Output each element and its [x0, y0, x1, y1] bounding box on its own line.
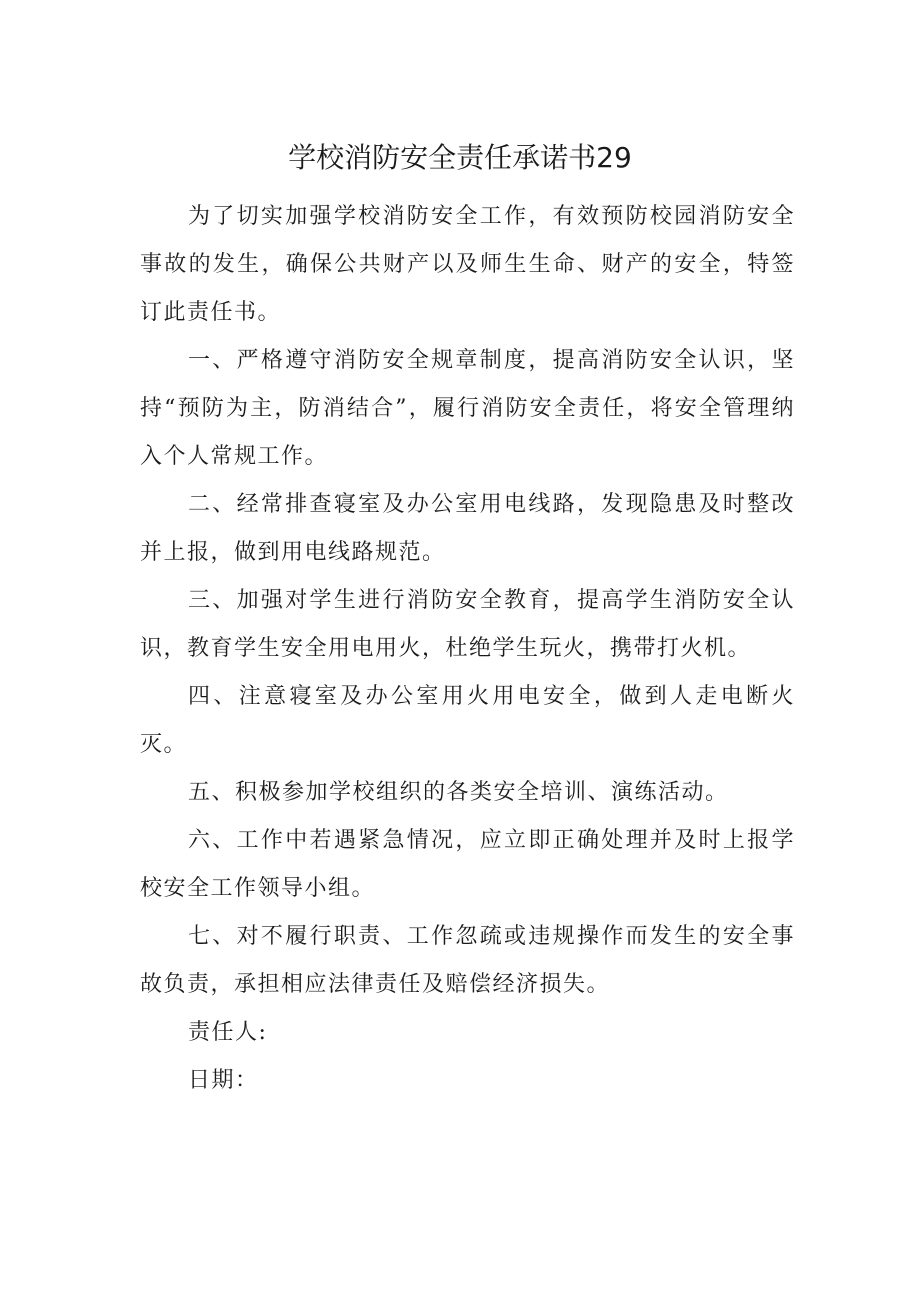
paragraph-intro: 为了切实加强学校消防安全工作，有效预防校园消防安全事故的发生，确保公共财产以及师生生命、财产的安全，特签订此责任书。	[140, 204, 795, 325]
paragraph-item-4: 四、注意寝室及办公室用火用电安全，做到人走电断火灭。	[140, 684, 795, 757]
document-body	[140, 193, 795, 1105]
document-title: 学校消防安全责任承诺书29	[288, 141, 632, 174]
paragraph-item-2: 二、经常排查寝室及办公室用电线路，发现隐患及时整改并上报，做到用电线路规范。	[140, 492, 795, 565]
paragraph-item-1: 一、严格遵守消防安全规章制度，提高消防安全认识，坚持“预防为主，防消结合”，履行消防安全责任，将安全管理纳入个人常规工作。	[140, 348, 795, 469]
paragraph-item-5: 五、积极参加学校组织的各类安全培训、演练活动。	[188, 780, 729, 805]
responsible-person-label: 责任人:	[188, 1020, 268, 1045]
paragraph-item-6: 六、工作中若遇紧急情况，应立即正确处理并及时上报学校安全工作领导小组。	[140, 828, 795, 901]
date-label: 日期：	[188, 1068, 259, 1093]
paragraph-item-7: 七、对不履行职责、工作忽疏或违规操作而发生的安全事故负责，承担相应法律责任及赔偿经济损失。	[140, 924, 795, 997]
paragraph-item-3: 三、加强对学生进行消防安全教育，提高学生消防安全认识，教育学生安全用电用火，杜绝学生玩火，携带打火机。	[140, 588, 795, 661]
